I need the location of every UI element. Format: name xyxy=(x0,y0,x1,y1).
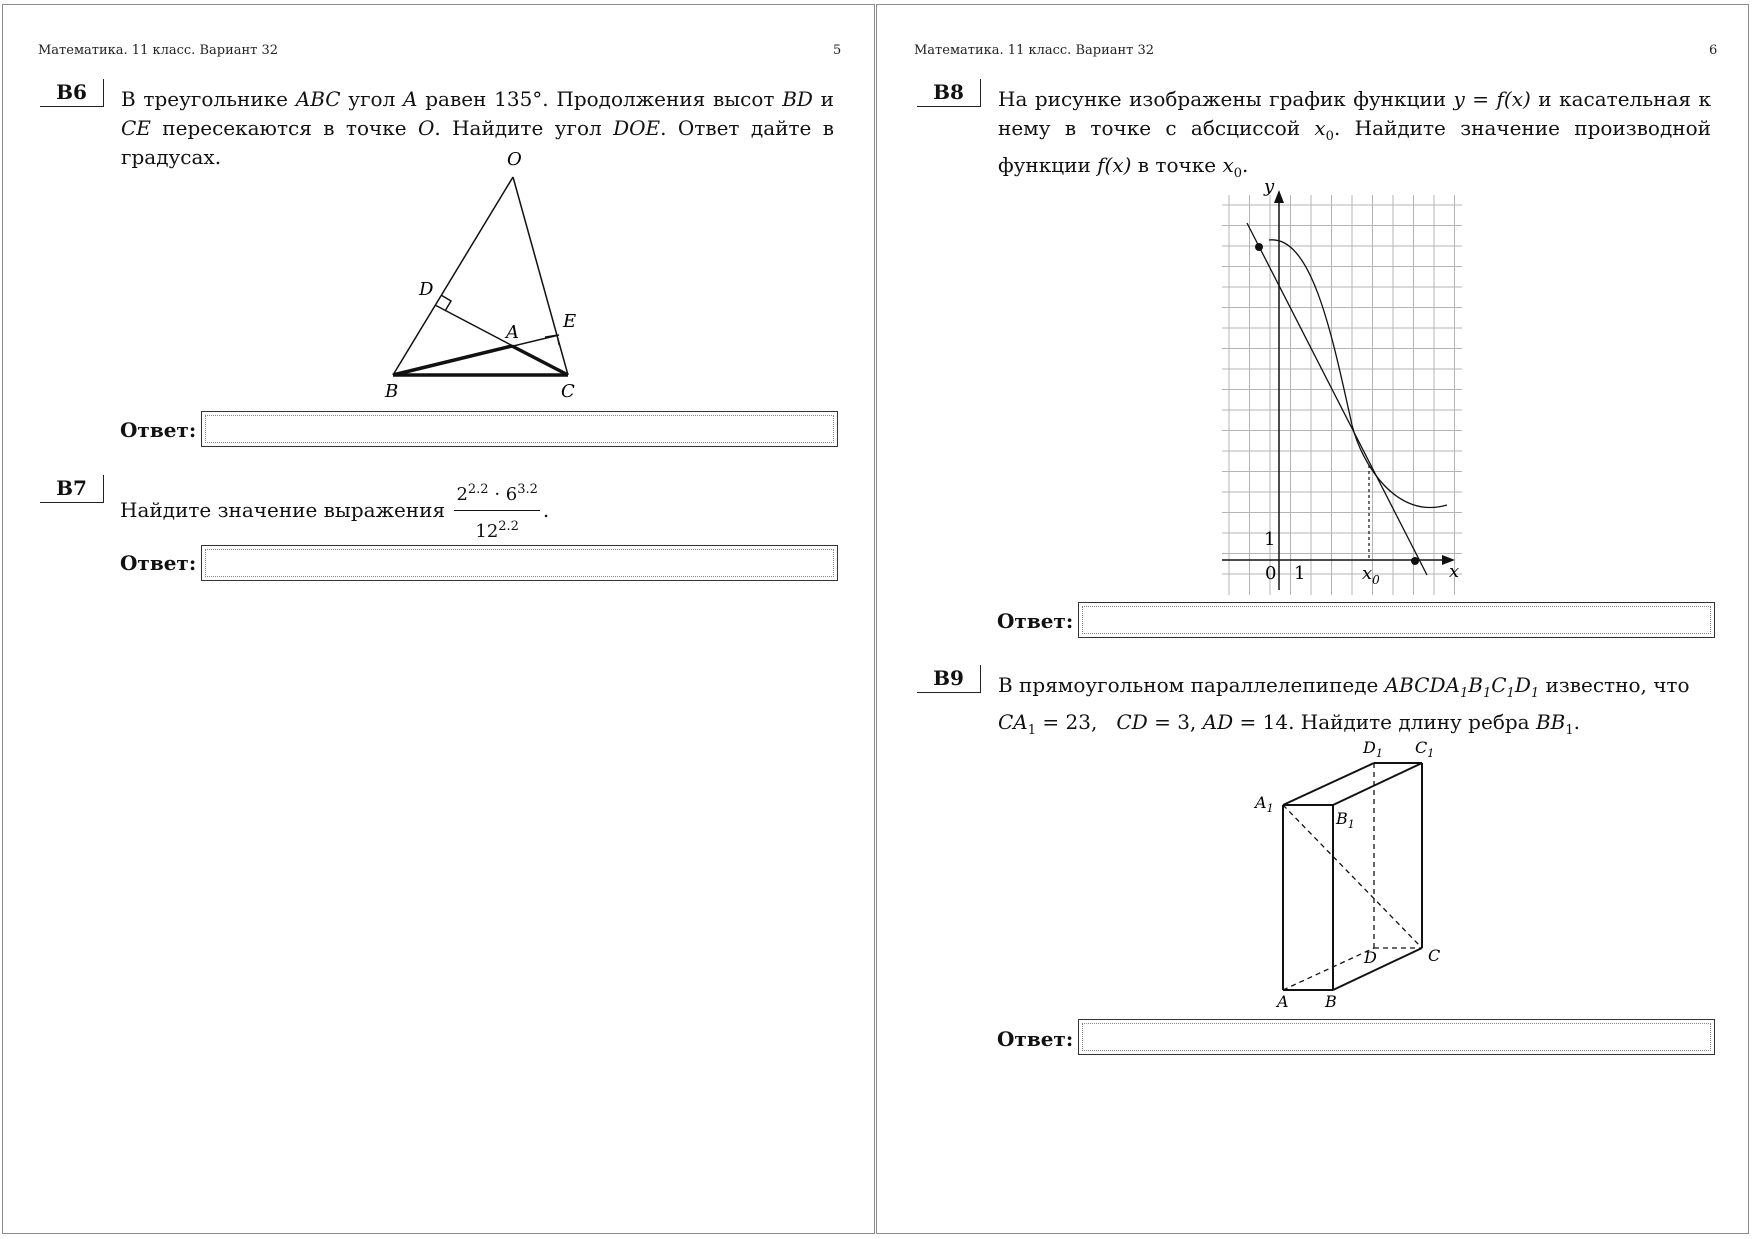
question-label-b8: B8 xyxy=(917,79,981,107)
x-label: x xyxy=(1449,561,1460,582)
answer-field-b9[interactable] xyxy=(1078,1019,1715,1055)
parallelepiped-figure xyxy=(1247,735,1477,1015)
label-c: C xyxy=(1428,946,1441,965)
page-header: Математика. 11 класс. Вариант 32 xyxy=(914,43,1155,58)
function-curve xyxy=(1269,240,1447,508)
answer-label-b7: Ответ: xyxy=(120,551,197,575)
answer-label-b9: Ответ: xyxy=(997,1027,1074,1051)
answer-field-b6[interactable] xyxy=(201,411,838,447)
line-oc xyxy=(513,177,568,375)
line-ob xyxy=(393,177,513,375)
edge-bc xyxy=(1333,948,1422,990)
tangent-line xyxy=(1247,223,1427,575)
label-c1: $C_1$ xyxy=(1415,738,1435,760)
label-d: D xyxy=(419,279,434,300)
tangent-point-lower xyxy=(1411,557,1419,565)
label-e: E xyxy=(563,311,577,332)
origin-label: 0 xyxy=(1265,563,1277,584)
triangle-figure xyxy=(363,145,583,405)
page-number: 6 xyxy=(1709,43,1718,58)
label-d1: $D_1$ xyxy=(1363,738,1383,760)
y-axis-arrow xyxy=(1274,190,1284,203)
y-label: y xyxy=(1264,176,1275,197)
fraction: $\frac{2^{2.2} \cdot 6^{3.2}}{12^{2.2}}$ xyxy=(454,475,539,546)
edge-a1d1 xyxy=(1283,763,1374,805)
question-text-b8: На рисунке изображены график функции y = f(x) и касательная к нему в точке с абсциссой $x_0$. Найдите значение производной функции f(x) в точке $x_0$. xyxy=(998,87,1711,181)
answer-field-b7[interactable] xyxy=(201,545,838,581)
question-text-b9: В прямоугольном параллелепипеде $ABCDA_1B_1C_1D_1$ известно, что $CA_1 = 23$, CD = 3, AD = 14. Найдите длину ребра $BB_1$. xyxy=(998,673,1690,738)
label-b: B xyxy=(1325,992,1337,1011)
edge-ad xyxy=(1283,948,1374,990)
function-graph xyxy=(1222,175,1472,595)
y-unit-label: 1 xyxy=(1264,529,1276,550)
edge-b1c1 xyxy=(1333,763,1422,805)
label-c: C xyxy=(561,381,575,402)
tangent-point-upper xyxy=(1255,243,1263,251)
question-label-b9: B9 xyxy=(917,665,981,693)
page-header: Математика. 11 класс. Вариант 32 xyxy=(38,43,279,58)
label-o: O xyxy=(507,149,522,170)
label-d: D xyxy=(1364,948,1377,967)
side-ac xyxy=(512,346,568,375)
x-unit-label: 1 xyxy=(1294,563,1306,584)
answer-field-b8[interactable] xyxy=(1078,602,1715,638)
answer-label-b6: Ответ: xyxy=(120,418,197,442)
page-right xyxy=(876,4,1749,1234)
page-number: 5 xyxy=(833,43,842,58)
label-a1: $A_1$ xyxy=(1255,793,1274,815)
question-text-b7: Найдите значение выражения $\frac{2^{2.2} \cdot 6^{3.2}}{12^{2.2}}$ . xyxy=(120,475,833,546)
answer-label-b8: Ответ: xyxy=(997,609,1074,633)
page-left xyxy=(2,4,875,1234)
grid xyxy=(1222,195,1462,595)
label-b: B xyxy=(385,381,399,402)
label-b1: $B_1$ xyxy=(1336,809,1355,831)
x0-label: $x_0$ xyxy=(1362,563,1380,587)
question-label-b7: B7 xyxy=(40,475,104,503)
side-ab xyxy=(393,346,512,375)
label-a: A xyxy=(506,322,519,343)
question-text-b6: В треугольнике ABC угол A равен 135°. Продолжения высот BD и CE пересекаются в точке O. Найдите угол DOE. Ответ дайте в градусах. xyxy=(121,87,835,169)
question-label-b6: B6 xyxy=(40,79,104,107)
label-a: A xyxy=(1277,992,1289,1011)
